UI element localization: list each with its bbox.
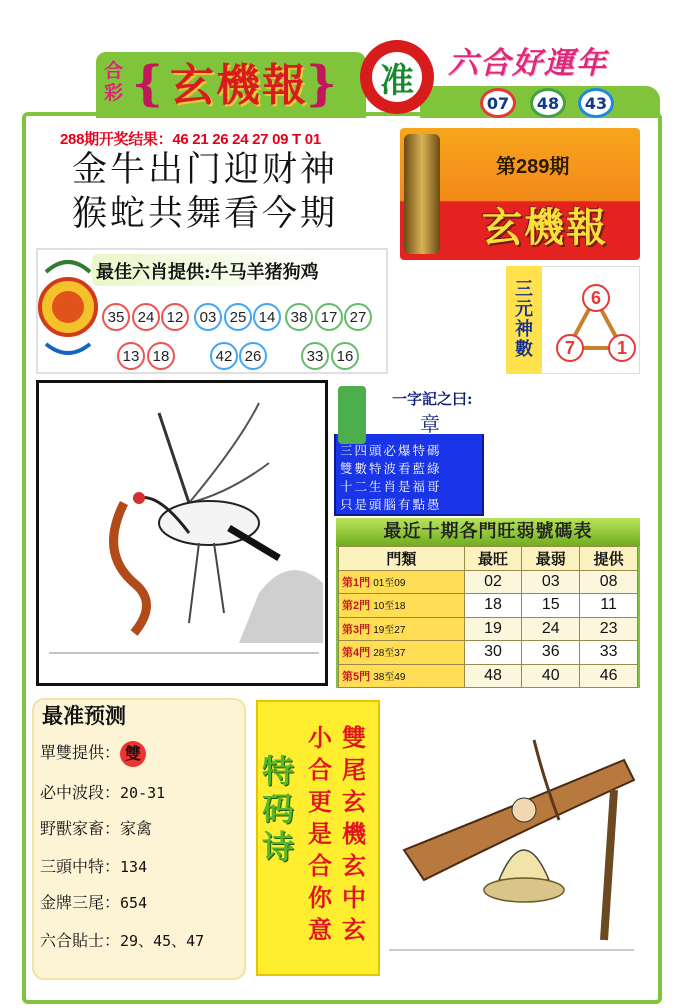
tema-title: 特码诗 [262,752,295,866]
yizi-line: 三四頭必爆特碼 [340,443,442,458]
door-cell [339,641,465,665]
prediction-value: 654 [120,894,148,912]
hot-cell: 30 [464,641,522,665]
table-row [339,594,638,618]
pick-cell: 11 [580,594,638,618]
door-cell [339,570,465,594]
heliu-label: 合彩 [104,60,124,104]
zodiac-ball: 26 [239,342,267,370]
poem-line-2: 猴蛇共舞看今期 [72,194,339,234]
year-slogan: 六合好運年 [448,46,608,81]
zodiac-ball: 38 [285,303,313,331]
pick-cell: 23 [580,617,638,641]
prediction-row [40,854,147,877]
brace-left: { [132,56,163,112]
door-range: 28至37 [373,648,406,660]
prediction-value: 家禽 [120,819,153,838]
hot-cell: 02 [464,570,522,594]
pick-cell: 46 [580,664,638,688]
zodiac-ball: 17 [315,303,343,331]
header-ball: 48 [530,88,566,118]
table-row [339,570,638,594]
tema-column-right: 雙尾玄機玄中玄 [342,723,366,944]
cold-cell: 15 [522,594,580,618]
door-label: 第1門 [342,576,371,589]
door-label: 第5門 [342,670,371,683]
prediction-value: 20-31 [120,784,166,802]
prediction-row [40,928,204,951]
prediction-label: 野獸家畜： [40,819,121,838]
column-header: 最旺 [464,547,522,571]
prediction-row [40,780,165,803]
door-cell [339,594,465,618]
zodiac-ball: 25 [224,303,252,331]
sage-illustration [384,700,640,976]
prediction-label: 金牌三尾： [40,893,121,912]
header-ball: 07 [480,88,516,118]
prediction-value: 134 [120,858,148,876]
issue-number: 第289期 [496,156,570,178]
column-header: 門類 [339,547,465,571]
hot-cell: 48 [464,664,522,688]
column-header: 最弱 [522,547,580,571]
sage-icon [384,700,640,976]
door-label: 第4門 [342,647,371,660]
prediction-label: 單雙提供： [40,743,121,762]
tema-column-left: 小合更是合你意 [308,723,332,944]
table-row [339,617,638,641]
door-range: 38至49 [373,671,406,683]
column-header: 提供 [580,547,638,571]
zodiac-ball: 42 [210,342,238,370]
yizi-line: 只是頭腦有點愚 [340,497,442,512]
door-range: 10至18 [373,601,406,613]
logo-title: 玄機報 [170,60,308,111]
sanyuan-left: 7 [556,334,584,362]
prediction-row [40,816,152,839]
door-label: 第2門 [342,600,371,613]
last-result-line: 288期开奖结果：46 21 26 24 27 09 T 01 [60,131,321,148]
zodiac-wheel-icon [36,252,100,362]
odd-even-badge: 雙 [120,741,146,767]
table-header-row [339,547,638,571]
header-ball: 43 [578,88,614,118]
cold-cell: 40 [522,664,580,688]
zhun-badge-text: 准 [372,52,422,102]
crane-snake-illustration [36,380,328,686]
zodiac-ball: 03 [194,303,222,331]
zhun-badge [360,40,434,114]
zodiac-ball: 18 [147,342,175,370]
zodiac-ball: 13 [117,342,145,370]
prediction-label: 三頭中特： [40,857,121,876]
pick-cell: 33 [580,641,638,665]
crane-icon [39,383,325,683]
prediction-value: 29、45、47 [120,932,205,950]
yizi-icon [338,386,366,444]
sanyuan-title: 三元神數 [515,279,533,360]
zodiac-ball: 27 [344,303,372,331]
brace-right: } [306,56,337,112]
yizi-line: 十二生肖是福哥 [340,479,442,494]
door-cell [339,664,465,688]
yizi-char: 章 [420,412,440,436]
hot-cell: 19 [464,617,522,641]
zodiac-ball: 24 [132,303,160,331]
prediction-label: 必中波段： [40,783,121,802]
door-range: 19至27 [373,624,406,636]
zodiac-ball: 14 [253,303,281,331]
zodiac-ball: 35 [102,303,130,331]
table-row [339,641,638,665]
zodiac-label: 最佳六肖提供:牛马羊猪狗鸡 [96,262,319,283]
prediction-label: 六合貼士： [40,931,121,950]
prediction-row [40,740,146,767]
zodiac-ball: 33 [301,342,329,370]
pick-cell: 08 [580,570,638,594]
door-range: 01至09 [373,577,406,589]
cold-cell: 24 [522,617,580,641]
trophy-icon [404,134,440,254]
sanyuan-top: 6 [582,284,610,312]
table-row [339,664,638,688]
cold-cell: 36 [522,641,580,665]
odds-table-title: 最近十期各門旺弱號碼表 [336,518,640,546]
door-cell [339,617,465,641]
odds-table [338,546,638,688]
poem-line-1: 金牛出门迎财神 [72,150,339,190]
zodiac-ball: 16 [331,342,359,370]
yizi-title: 一字記之曰: [392,390,473,408]
prediction-title: 最准预测 [42,703,126,728]
issue-logo: 玄機報 [482,204,608,251]
yizi-line: 雙數特波看藍綠 [340,461,442,476]
door-label: 第3門 [342,623,371,636]
cold-cell: 03 [522,570,580,594]
zodiac-ball: 12 [161,303,189,331]
hot-cell: 18 [464,594,522,618]
sanyuan-right: 1 [608,334,636,362]
prediction-row [40,890,147,913]
